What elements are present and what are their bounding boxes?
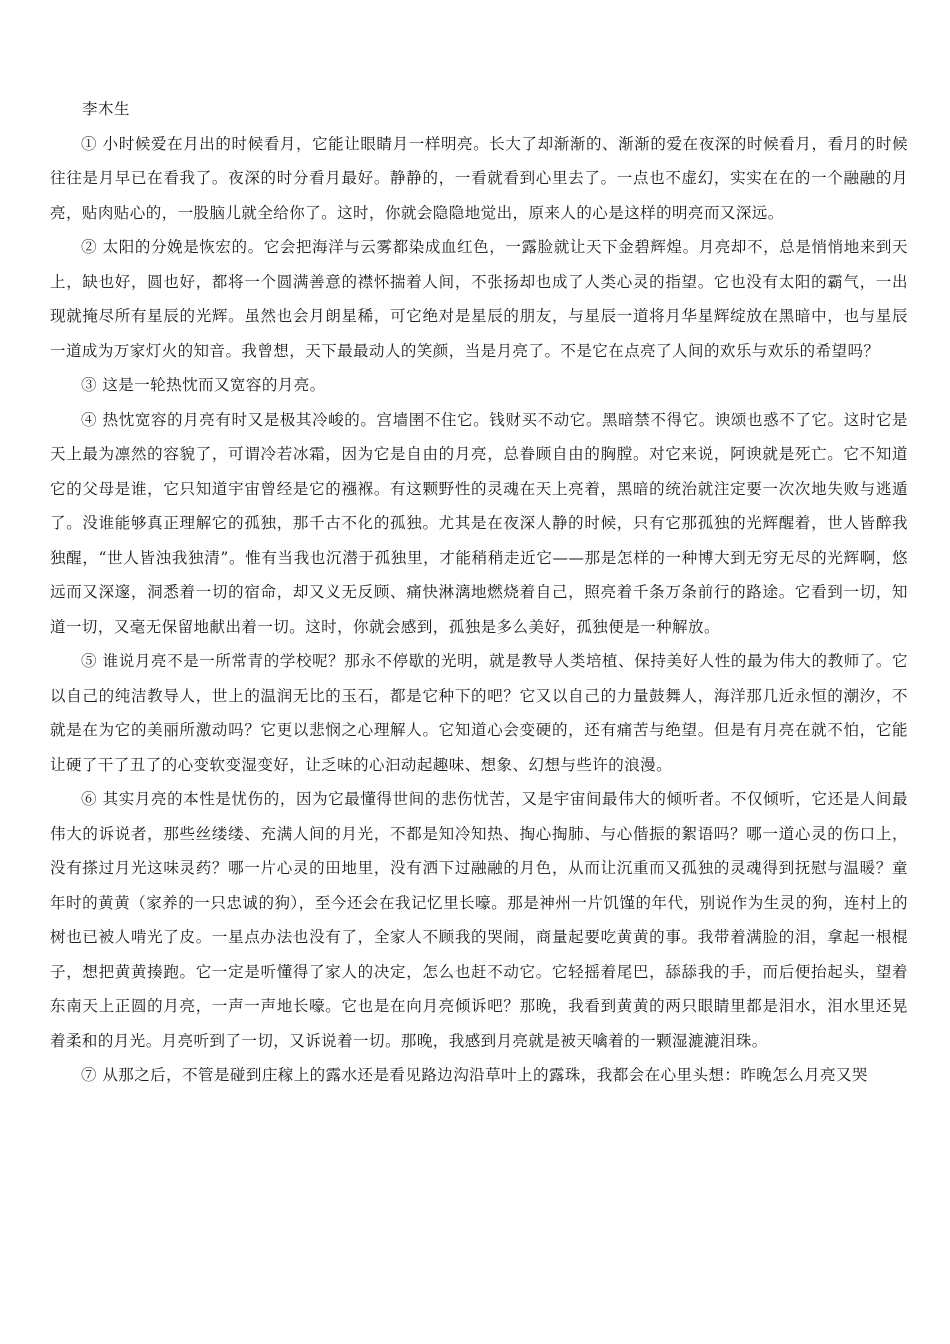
paragraph-7: ⑦ 从那之后，不管是碰到庄稼上的露水还是看见路边沟沿草叶上的露珠，我都会在心里头想：昨晚怎么月亮又哭 xyxy=(81,1066,868,1084)
paragraph-1: ① 小时候爱在月出的时候看月，它能让眼睛月一样明亮。长大了却渐渐的、渐渐的爱在夜深的时候看月，看月的时候往往是月早已在看我了。夜深的时分看月最好。静静的，一看就看到心里去了。一点也不虚幻，实实在在的一个融融的月亮，贴肉贴心的，一股脑儿就全给你了。这时，你就会隐隐地觉出，原来人的心是这样的明亮而又深远。 xyxy=(50,134,908,222)
paragraph-4: ④ 热忱宽容的月亮有时又是极其冷峻的。宫墙圉不住它。钱财买不动它。黑暗禁不得它。谀颂也惑不了它。这时它是天上最为凛然的容貌了，可谓冷若冰霜，因为它是自由的月亮，总眷顾自由的胸膛。对它来说，阿谀就是死亡。它不知道它的父母是谁，它只知道宇宙曾经是它的襁褓。有这颗野性的灵魂在天上亮着，黑暗的统治就注定要一次次地失败与逃遁了。没谁能够真正理解它的孤独，那千古不化的孤独。尤其是在夜深人静的时候，只有它那孤独的光辉醒着，世人皆醉我独醒，“世人皆浊我独清”。惟有当我也沉潜于孤独里，才能稍稍走近它——那是怎样的一种博大到无穷无尽的光辉啊，悠远而又深邃，洞悉着一切的宿命，却又义无反顾、痛快淋漓地燃烧着自己，照亮着千条万条前行的路途。它看到一切，知道一切，又毫无保留地献出着一切。这时，你就会感到，孤独是多么美好，孤独便是一种解放。 xyxy=(50,410,908,636)
paragraph-6: ⑥ 其实月亮的本性是忧伤的，因为它最懂得世间的悲伤忧苦，又是宇宙间最伟大的倾听者。不仅倾听，它还是人间最伟大的诉说者，那些丝缕缕、充满人间的月光，不都是知冷知热、掏心掏肺、与心偕振的絮语吗？哪一道心灵的伤口上，没有搽过月光这味灵药？哪一片心灵的田地里，没有洒下过融融的月色，从而让沉重而又孤独的灵魂得到抚慰与温暖？童年时的黄黄（家养的一只忠诚的狗），至今还会在我记忆里长嚎。那是神州一片饥馑的年代，别说作为生灵的狗，连村上的树也已被人啃光了皮。一星点办法也没有了，全家人不顾我的哭闹，商量起要吃黄黄的事。我带着满脸的泪，拿起一根棍子，想把黄黄揍跑。它一定是听懂得了家人的决定，怎么也赶不动它。它轻摇着尾巴，舔舔我的手，而后便抬起头，望着东南天上正圆的月亮，一声一声地长嚎。它也是在向月亮倾诉吧？那晚，我看到黄黄的两只眼睛里都是泪水，泪水里还晃着柔和的月光。月亮听到了一切，又诉说着一切。那晚，我感到月亮就是被天噙着的一颗湿漉漉泪珠。 xyxy=(50,790,908,1050)
paragraph-2: ② 太阳的分娩是恢宏的。它会把海洋与云雾都染成血红色，一露脸就让天下金碧辉煌。月亮却不，总是悄悄地来到天上，缺也好，圆也好，都将一个圆满善意的襟怀揣着人间，不张扬却也成了人类心灵的指望。它也没有太阳的霸气，一出现就掩尽所有星辰的光辉。虽然也会月朗星稀，可它绝对是星辰的朋友，与星辰一道将月华星辉绽放在黑暗中，也与星辰一道成为万家灯火的知音。我曾想，天下最最动人的笑颜，当是月亮了。不是它在点亮了人间的欢乐与欢乐的希望吗？ xyxy=(50,238,908,360)
author-name: 李木生 xyxy=(82,100,131,118)
paragraph-3: ③ 这是一轮热忱而又宽容的月亮。 xyxy=(81,376,326,394)
paragraph-5: ⑤ 谁说月亮不是一所常青的学校呢？那永不停歇的光明，就是教导人类培植、保持美好人性的最为伟大的教师了。它以自己的纯洁教导人，世上的温润无比的玉石，都是它种下的吧？它又以自己的力量鼓舞人，海洋那几近永恒的潮汐，不就是在为它的美丽所激动吗？它更以悲悯之心理解人。它知道心会变硬的，还有痛苦与绝望。但是有月亮在就不怕，它能让硬了干了丑了的心变软变湿变好，让乏味的心汩动起趣味、想象、幻想与些许的浪漫。 xyxy=(50,652,908,774)
article xyxy=(50,92,908,1093)
